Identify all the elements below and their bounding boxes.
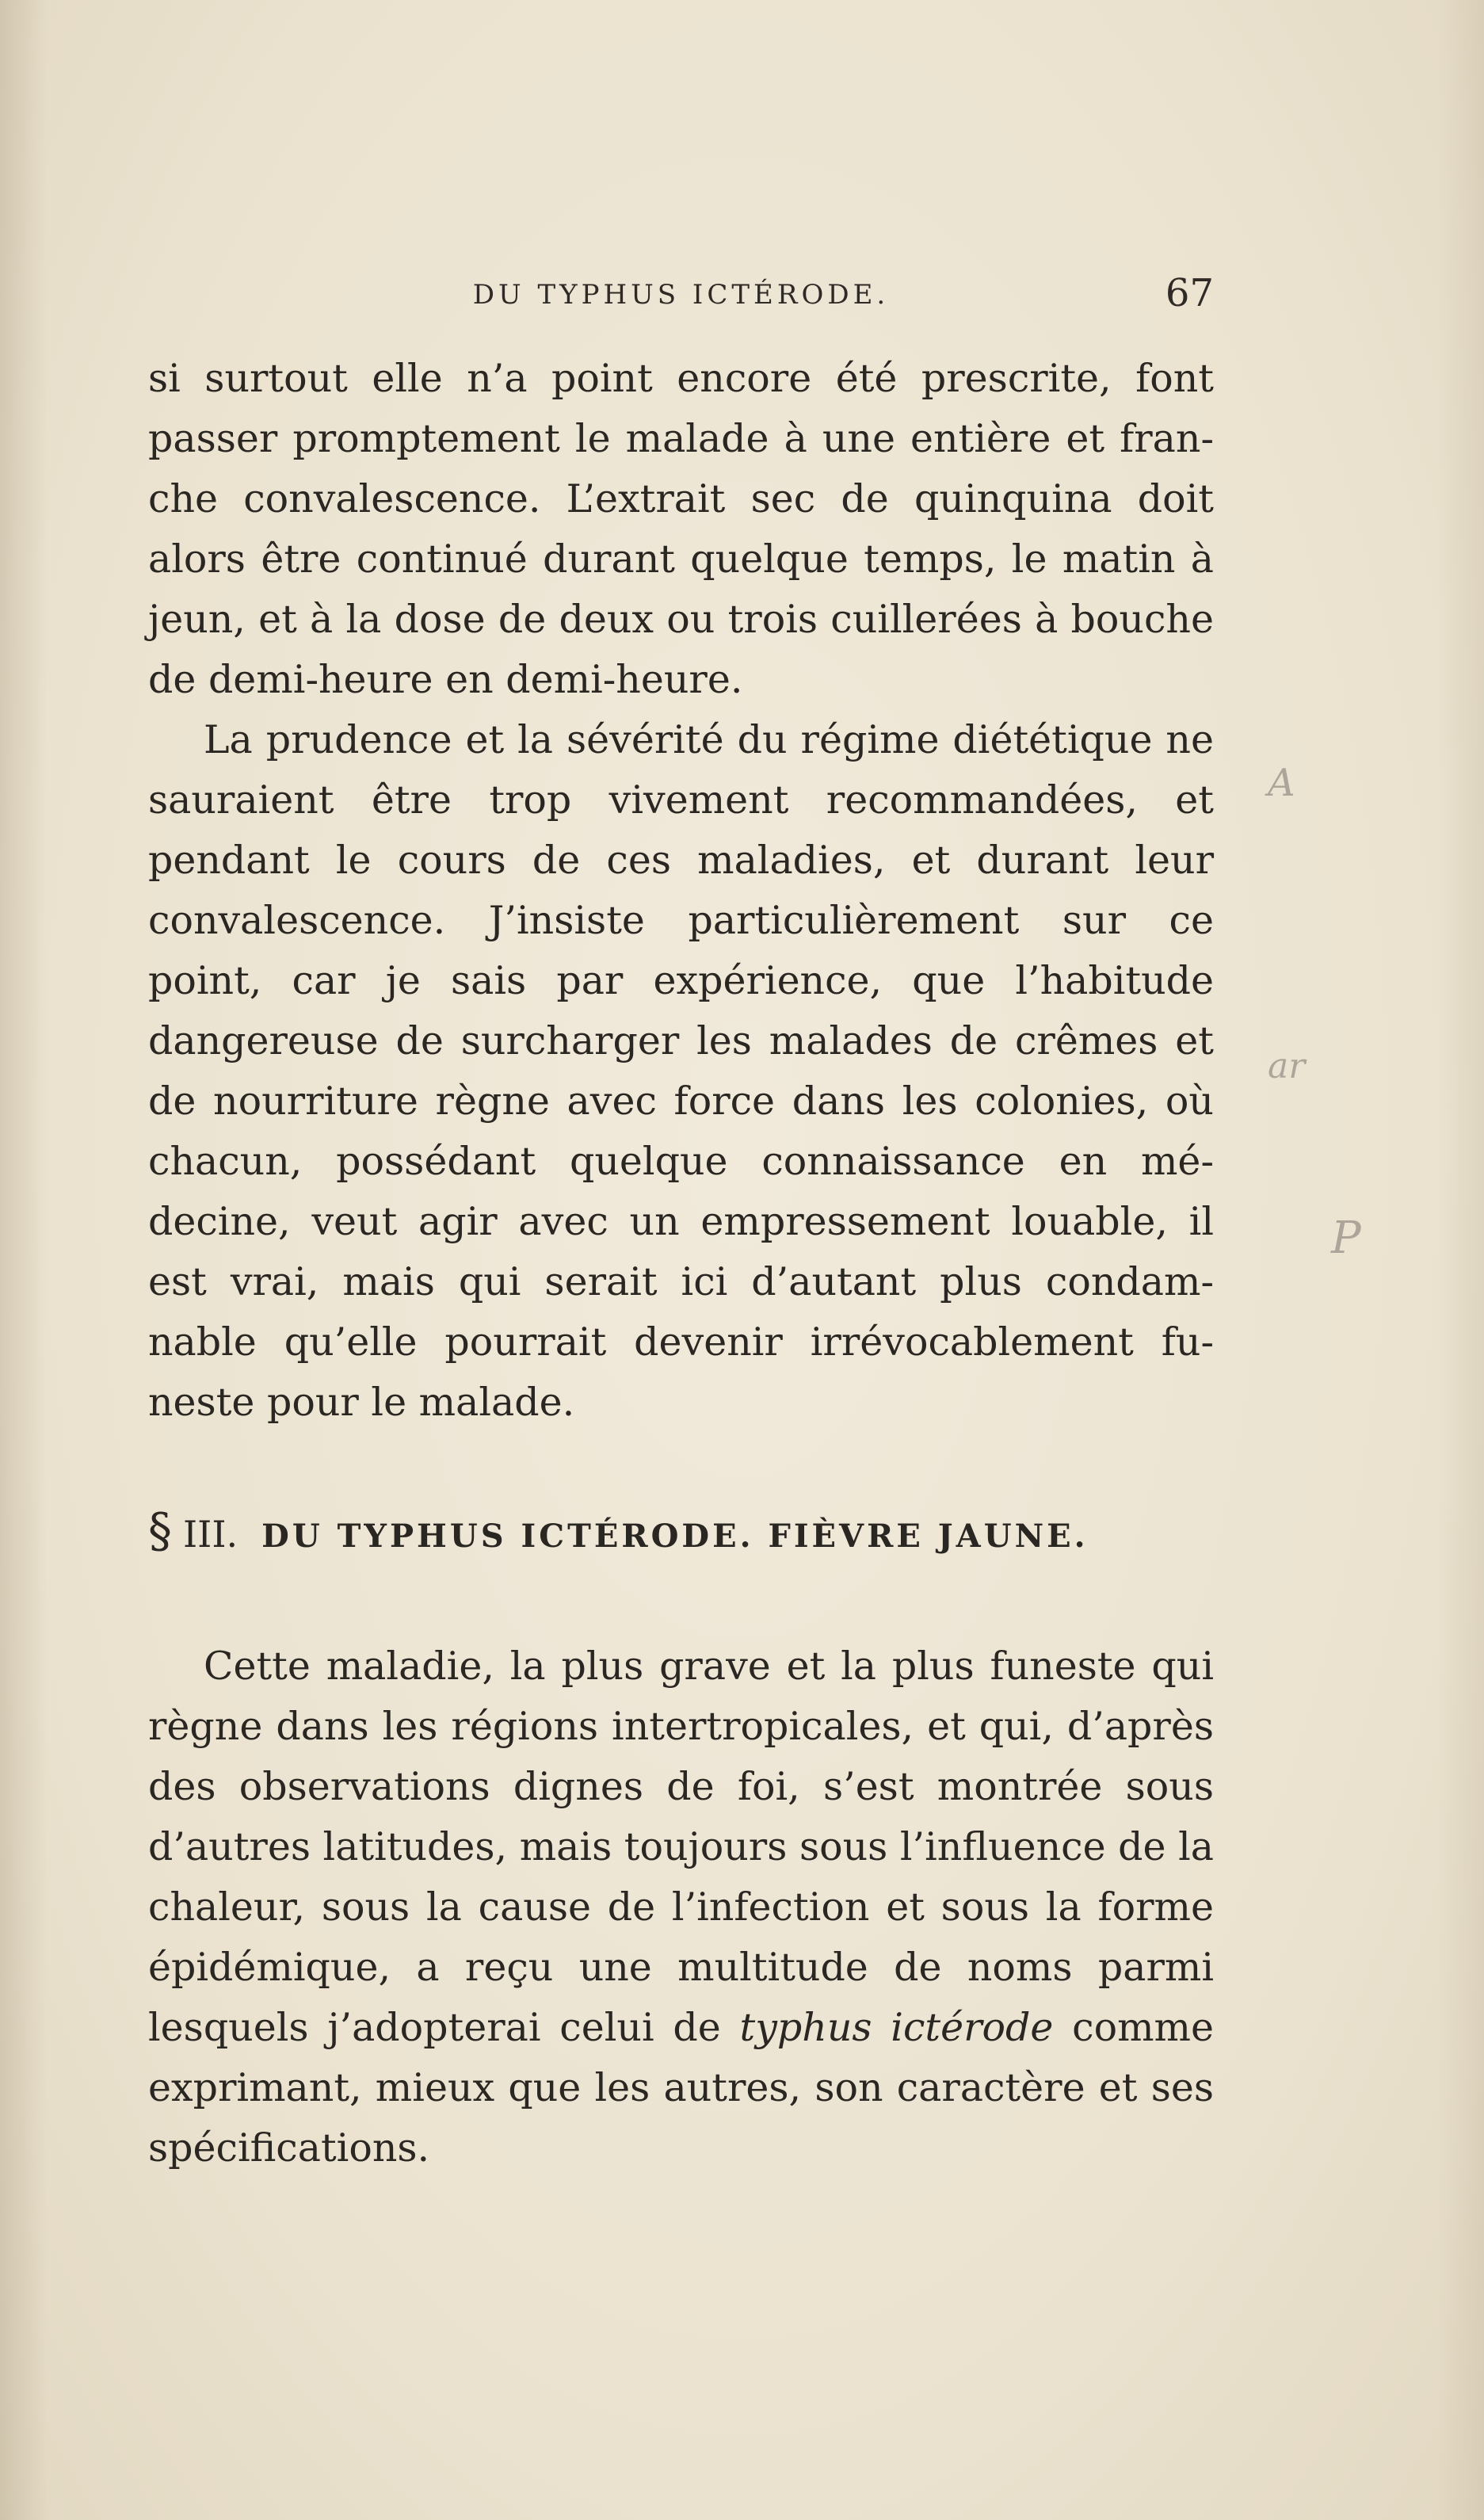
paragraph-continuation: si surtout elle n’a point encore été prescrite, font passer promptement le malade à une entière et franche convalescence. L’extrait sec de quinquina doit alors être continué durant quelque temps, le matin à jeun, et à la dose de deux ou trois cuillerées à bouche de demi-heure en demi-heure.: [148, 356, 1214, 702]
page-edge-shadow-left: [0, 0, 48, 2520]
margin-note-1: A: [1268, 761, 1295, 805]
text-block: [148, 262, 1214, 2178]
margin-note-2: ar: [1268, 1046, 1306, 1086]
page-number: 67: [1165, 271, 1214, 315]
margin-note-3: P: [1331, 1212, 1361, 1264]
section-number: III.: [183, 1513, 238, 1556]
page-edge-shadow-right: [1436, 0, 1484, 2520]
paragraph-typhus-text-end: comme exprimant, mieux que les autres, son caractère et ses spécifications.: [148, 2005, 1215, 2171]
paragraph-regime: La prudence et la sévérité du régime diététique ne sauraient être trop vivement recommandées, et pendant le cours de ces maladies, et durant leur convalescence. J’insiste particulièrement sur ce point, car je sais par expérience, que l’habitude dangereuse de surcharger les malades de crêmes et de nourriture règne avec force dans les colonies, où chacun, possédant quelque connaissance en médecine, veut agir avec un empressement louable, il est vrai, mais qui serait ici d’autant plus condamnable qu’elle pourrait devenir irrévocablement funeste pour le malade.: [148, 717, 1214, 1425]
running-head: [148, 262, 1214, 349]
section-mark: §: [148, 1503, 172, 1559]
section-heading: [148, 1501, 1214, 1567]
italic-term: typhus ictérode: [739, 2005, 1054, 2050]
paragraph-typhus-intro: [148, 1636, 1214, 2178]
paragraph-typhus-text-start: Cette maladie, la plus grave et la plus funeste qui règne dans les régions intertropicales, et qui, d’après des observations dignes de foi, s’est montrée sous d’autres latitudes, mais toujours sous l’influence de la chaleur, sous la cause de l’infection et sous la forme épidémique, a reçu une multitude de noms parmi lesquels j’adopterai celui de: [148, 1644, 1214, 2050]
running-title: DU TYPHUS ICTÉRODE.: [472, 279, 890, 311]
section-title: DU TYPHUS ICTÉRODE. FIÈVRE JAUNE.: [261, 1518, 1089, 1555]
